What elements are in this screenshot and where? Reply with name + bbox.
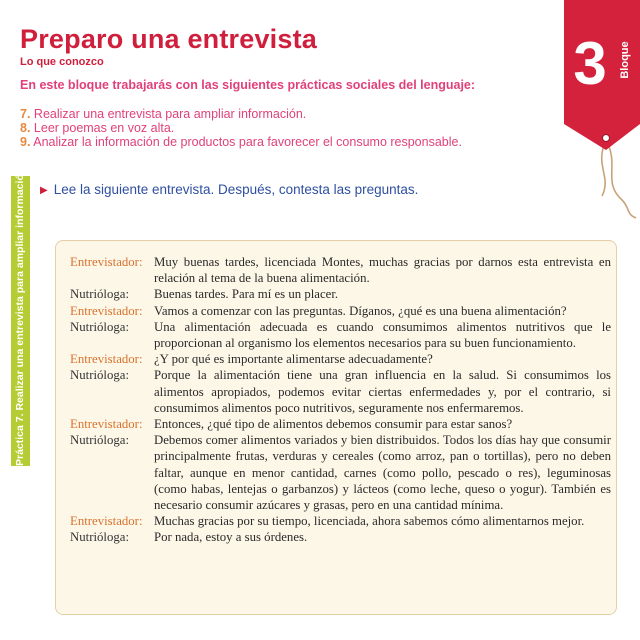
practice-sidebar-label: Práctica 7. Realizar una entrevista para ampliar información. <box>14 164 26 466</box>
dialog-row <box>70 303 611 319</box>
dialog-line: Entonces, ¿qué tipo de alimentos debemos consumir para estar sanos? <box>154 417 513 432</box>
dialog-line: Muchas gracias por su tiempo, licenciada, ahora sabemos cómo alimentarnos mejor. <box>154 514 585 529</box>
practice-number: 7. <box>20 107 31 121</box>
interview-dialog <box>70 254 611 546</box>
dialog-line: Por nada, estoy a sus órdenes. <box>154 530 308 545</box>
dialog-line: Una alimentación adecuada es cuando consumimos alimentos nutritivos que le proporcionan al organismo los elementos necesarios para su buen funcionamiento. <box>154 319 611 351</box>
dialog-row <box>70 286 611 302</box>
dialog-line: Porque la alimentación tiene una gran influencia en la salud. Si consumimos los alimentos apropiados, podemos evitar ciertas enfermedades y, por el contrario, si consumimos alimentos poco nutritivos, seguramente nos enfermaremos. <box>154 368 611 415</box>
practice-item <box>20 135 462 149</box>
practice-text: Analizar la información de productos para favorecer el consumo responsable. <box>33 135 462 149</box>
dialog-line: Vamos a comenzar con las preguntas. Díganos, ¿qué es una buena alimentación? <box>154 303 567 318</box>
section-subtitle: Lo que conozco <box>20 56 104 68</box>
dialog-row <box>70 432 611 513</box>
speaker-label: Entrevistador: <box>70 303 143 318</box>
practice-item <box>20 107 462 121</box>
instruction <box>40 182 418 197</box>
speaker-label: Nutrióloga: <box>70 530 129 545</box>
instruction-text: Lee la siguiente entrevista. Después, contesta las preguntas. <box>53 182 419 197</box>
dialog-row <box>70 367 611 416</box>
dialog-row <box>70 416 611 432</box>
triangle-bullet-icon: ▶ <box>40 185 48 196</box>
dialog-row <box>70 529 611 545</box>
speaker-label: Nutrióloga: <box>70 433 129 448</box>
speaker-label: Entrevistador: <box>70 417 143 432</box>
speaker-label: Entrevistador: <box>70 255 143 269</box>
intro-text: En este bloque trabajarás con las siguientes prácticas sociales del lenguaje: <box>20 78 476 92</box>
practices-list <box>20 107 462 149</box>
speaker-label: Nutrióloga: <box>70 319 129 334</box>
practice-item <box>20 121 462 135</box>
dialog-line: ¿Y por qué es importante alimentarse adecuadamente? <box>154 352 433 367</box>
practice-number: 9. <box>20 135 31 149</box>
block-number: 3 <box>573 30 607 97</box>
speaker-label: Entrevistador: <box>70 352 143 367</box>
tag-hole <box>603 135 610 142</box>
interview-box <box>55 240 617 615</box>
practice-text: Leer poemas en voz alta. <box>33 121 175 135</box>
dialog-row <box>70 351 611 367</box>
speaker-label: Entrevistador: <box>70 514 143 529</box>
practice-text: Realizar una entrevista para ampliar información. <box>33 107 307 121</box>
dialog-row <box>70 319 611 351</box>
speaker-label: Nutrióloga: <box>70 287 129 302</box>
dialog-line: Debemos comer alimentos variados y bien distribuidos. Todos los días hay que consumir principalmente frutas, verduras y cereales (como arroz, pan o tortillas), pero no deben faltar, aunque en menor cantidad, carnes (como pollo, pescado o res), leguminosas (como habas, lentejas o garbanzos) y lácteos (como leche, queso o yogur). También es necesario consumir azúcares y grasas, pero en una cantidad mínima. <box>154 433 611 513</box>
speaker-label: Nutrióloga: <box>70 368 129 383</box>
block-label: Bloque <box>619 41 631 79</box>
dialog-row <box>70 513 611 529</box>
practice-number: 8. <box>20 121 31 135</box>
dialog-row <box>70 254 611 286</box>
block-tag <box>556 0 640 220</box>
dialog-line: Muy buenas tardes, licenciada Montes, muchas gracias por darnos esta entrevista en relación al tema de la buena alimentación. <box>154 255 611 286</box>
tag-string <box>606 140 636 218</box>
page-title: Preparo una entrevista <box>20 24 318 54</box>
dialog-line: Buenas tardes. Para mí es un placer. <box>154 287 339 302</box>
